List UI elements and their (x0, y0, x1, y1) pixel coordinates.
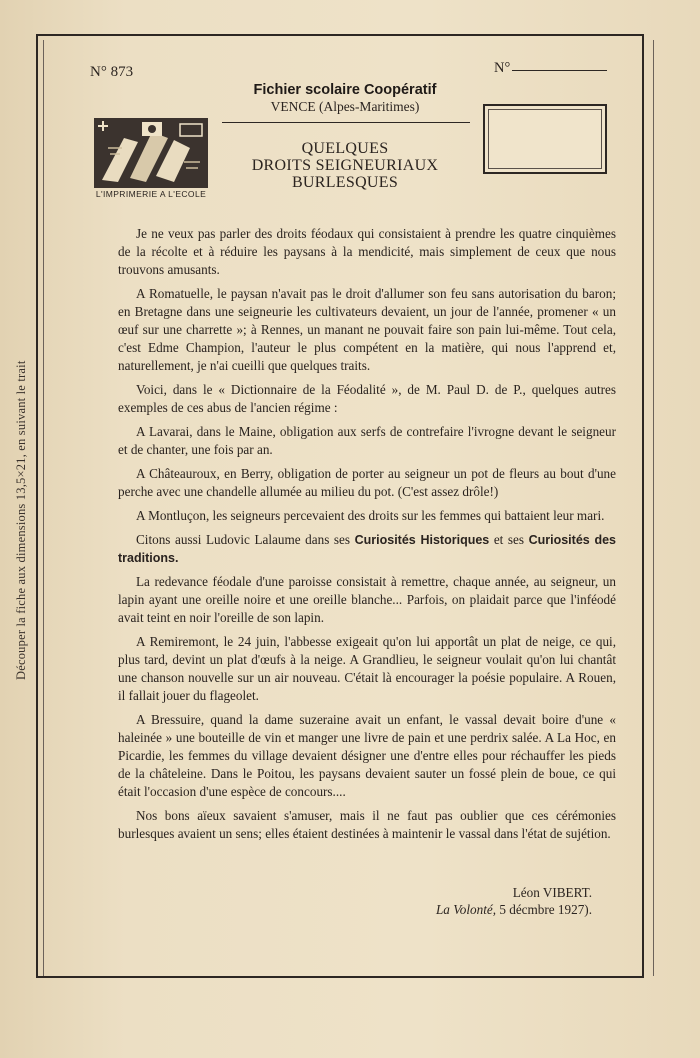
paragraph-10: A Bressuire, quand la dame suzeraine avait un enfant, le vassal devait boire d'une « haleinée » une bouteille de vin et manger une livre de pain et une perdrix salée. A La Hoc, en Picardie, les femmes du village devaient désigner une d'entre elles pour réchauffer les pieds de la châteleine. Dans le Poitou, les paysans devaient sauter un fossé plein de boue, ce qui était l'occasion d'une espèce de concours.... (118, 712, 616, 799)
paragraph-2: A Romatuelle, le paysan n'avait pas le droit d'allumer son feu sans autorisation du baron; en Bretagne dans une seigneurie les cultivateurs devaient, un jour de l'année, promener « un œuf sur une charrette »; à Rennes, un manant ne pouvait faire son pain lui-même. Tout cela, c'est Edme Champion, l'auteur le plus compétent en la matière, qui nous l'apprend et, naturellement, je n'ai cueilli que quelques traits. (118, 286, 616, 373)
source-name: La Volonté, (435, 902, 497, 917)
frame-right-rule (653, 40, 654, 976)
frame-left-rule (43, 40, 44, 976)
paragraph-8: La redevance féodale d'une paroisse consistait à remettre, chaque année, au seigneur, un lapin ayant une oreille noire et une oreille blanche... Parfois, on plaidait parce que l'inféodé avait teint en noir l'oreille de son lapin. (118, 574, 616, 625)
paragraph-3: Voici, dans le « Dictionnaire de la Féodalité », de M. Paul D. de P., quelques autres exemples de ces abus de l'ancien régime : (118, 382, 616, 415)
p7-text-mid: et ses (489, 532, 529, 547)
header-center (222, 82, 468, 115)
header-divider (222, 122, 470, 123)
logo-caption: L'IMPRIMERIE A L'ECOLE (95, 189, 207, 199)
document-title (228, 140, 462, 191)
book-title-1: Curiosités Historiques (354, 533, 490, 547)
org-name: Fichier scolaire Coopératif (253, 82, 437, 98)
author-name: Léon VIBERT. (512, 885, 592, 900)
paragraph-6: A Montluçon, les seigneurs percevaient des droits sur les femmes qui battaient leur mari. (136, 508, 605, 523)
number-fill-line (512, 70, 607, 71)
source-date: 5 décmbre 1927). (496, 902, 592, 917)
title-line-1: QUELQUES (301, 140, 389, 157)
paragraph-11: Nos bons aïeux savaient s'amuser, mais il ne faut pas oublier que ces cérémonies burlesques avaient un sens; elles étaient destinées à maintenir le vassal dans l'état de sujétion. (118, 808, 616, 841)
cutting-instruction: Découper la fiche aux dimensions 13,5×21, en suivant le trait (14, 360, 28, 680)
paragraph-4: A Lavarai, dans le Maine, obligation aux serfs de contrefaire l'ivrogne devant le seigneur et de chanter, une fois par an. (118, 424, 616, 457)
paragraph-7 (118, 531, 616, 567)
paragraph-9: A Remiremont, le 24 juin, l'abbesse exigeait qu'on lui apportât un plat de neige, ce qui, plus tard, devint un plat d'œufs à la neige. A Grandlieu, le seigneur voulait qu'on lui chantât une chanson nouvelle sur un air nouveau. C'était là encourager la poésie populaire. A Rouen, il fallait jouer du flageolet. (118, 634, 616, 703)
signature-block (400, 884, 592, 918)
paragraph-1: Je ne veux pas parler des droits féodaux qui consistaient à prendre les quatre cinquièmes de la récolte et à réduire les paysans à la mendicité, mais simplement de ceux que nous trouvons amusants. (118, 226, 616, 277)
title-line-3: BURLESQUES (291, 174, 399, 191)
paragraph-5: A Châteauroux, en Berry, obligation de porter au seigneur un pot de fleurs au bout d'une perche avec une chandelle allumée au milieu du pot. (C'est assez drôle!) (118, 466, 616, 499)
p7-text-start: Citons aussi Ludovic Lalaume dans ses (136, 532, 355, 547)
number-label: N° (494, 60, 511, 76)
classification-box (483, 104, 607, 174)
fiche-number: N° 873 (90, 64, 134, 80)
printing-press-emblem-icon (94, 118, 208, 188)
title-line-2: DROITS SEIGNEURIAUX (251, 157, 439, 174)
source-citation (400, 901, 592, 918)
article-body (118, 225, 616, 849)
org-location: VENCE (Alpes-Maritimes) (270, 99, 420, 114)
book-title-2: Curiosités des traditions. (118, 533, 617, 565)
